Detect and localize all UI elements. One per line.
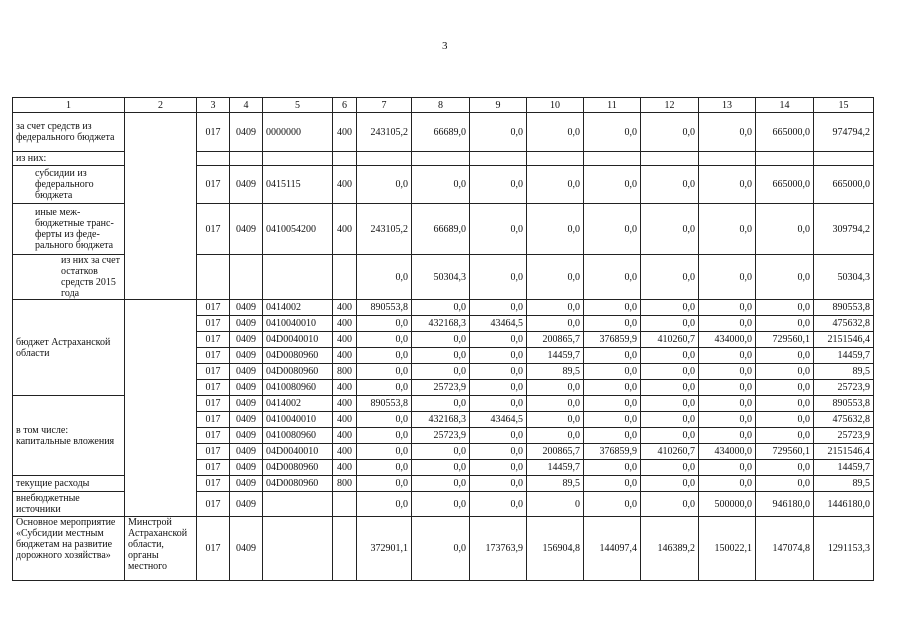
value-cell: 14459,7 <box>527 348 584 364</box>
header-cell: 14 <box>756 98 814 113</box>
value-cell: 665000,0 <box>756 113 814 152</box>
value-cell <box>584 152 641 166</box>
value-cell: 0,0 <box>527 316 584 332</box>
header-cell: 2 <box>125 98 197 113</box>
value-cell: 0,0 <box>357 166 412 204</box>
value-cell: 50304,3 <box>814 255 874 300</box>
code-cell: 400 <box>333 396 357 412</box>
code-cell: 017 <box>197 460 230 476</box>
code-cell: 400 <box>333 380 357 396</box>
value-cell: 309794,2 <box>814 204 874 255</box>
code-cell: 017 <box>197 396 230 412</box>
value-cell: 0,0 <box>756 204 814 255</box>
value-cell: 0,0 <box>470 492 527 517</box>
value-cell: 0,0 <box>412 476 470 492</box>
table-row <box>13 517 874 581</box>
value-cell: 0,0 <box>641 396 699 412</box>
value-cell: 0,0 <box>357 316 412 332</box>
value-cell: 0,0 <box>699 348 756 364</box>
code-cell: 0410040010 <box>263 412 333 428</box>
value-cell: 0 <box>527 492 584 517</box>
value-cell: 0,0 <box>357 428 412 444</box>
code-cell: 017 <box>197 316 230 332</box>
value-cell: 0,0 <box>584 204 641 255</box>
value-cell: 0,0 <box>470 364 527 380</box>
value-cell: 0,0 <box>756 364 814 380</box>
code-cell: 0409 <box>230 428 263 444</box>
value-cell: 0,0 <box>357 476 412 492</box>
value-cell: 729560,1 <box>756 444 814 460</box>
code-cell: 017 <box>197 380 230 396</box>
value-cell: 665000,0 <box>756 166 814 204</box>
code-cell: 400 <box>333 332 357 348</box>
code-cell <box>197 255 230 300</box>
code-cell <box>230 255 263 300</box>
value-cell: 0,0 <box>412 348 470 364</box>
header-cell: 7 <box>357 98 412 113</box>
value-cell: 25723,9 <box>412 380 470 396</box>
value-cell: 0,0 <box>412 332 470 348</box>
value-cell: 243105,2 <box>357 113 412 152</box>
header-cell: 3 <box>197 98 230 113</box>
code-cell: 017 <box>197 204 230 255</box>
budget-table <box>12 97 874 581</box>
code-cell: 0409 <box>230 517 263 581</box>
code-cell: 04D0080960 <box>263 460 333 476</box>
value-cell: 890553,8 <box>814 396 874 412</box>
row-label: текущие расходы <box>13 476 125 492</box>
value-cell: 0,0 <box>470 113 527 152</box>
value-cell: 0,0 <box>584 364 641 380</box>
value-cell: 0,0 <box>357 332 412 348</box>
value-cell: 0,0 <box>641 348 699 364</box>
value-cell <box>756 152 814 166</box>
code-cell: 017 <box>197 166 230 204</box>
value-cell: 0,0 <box>584 428 641 444</box>
value-cell: 89,5 <box>814 476 874 492</box>
value-cell: 0,0 <box>527 166 584 204</box>
value-cell: 1446180,0 <box>814 492 874 517</box>
value-cell: 0,0 <box>641 255 699 300</box>
value-cell: 173763,9 <box>470 517 527 581</box>
code-cell: 0409 <box>230 492 263 517</box>
row-label: Основное мероприятие «Субсидии местным бюджетам на развитие дорожного хозяйства» <box>13 517 125 581</box>
value-cell: 146389,2 <box>641 517 699 581</box>
code-cell: 04D0080960 <box>263 476 333 492</box>
row-label: внебюджетные источники <box>13 492 125 517</box>
code-cell: 0409 <box>230 476 263 492</box>
header-cell: 8 <box>412 98 470 113</box>
header-cell: 13 <box>699 98 756 113</box>
value-cell: 974794,2 <box>814 113 874 152</box>
value-cell: 156904,8 <box>527 517 584 581</box>
row-label: за счет средств из федерального бюджета <box>13 113 125 152</box>
value-cell: 0,0 <box>470 444 527 460</box>
value-cell: 0,0 <box>470 332 527 348</box>
value-cell: 0,0 <box>756 316 814 332</box>
value-cell: 200865,7 <box>527 332 584 348</box>
value-cell: 0,0 <box>357 444 412 460</box>
value-cell: 890553,8 <box>357 396 412 412</box>
value-cell: 0,0 <box>756 300 814 316</box>
value-cell: 0,0 <box>357 492 412 517</box>
row-label: субсидии из федерального бюджета <box>13 166 125 204</box>
value-cell: 665000,0 <box>814 166 874 204</box>
value-cell: 0,0 <box>584 476 641 492</box>
header-cell: 10 <box>527 98 584 113</box>
value-cell: 0,0 <box>641 316 699 332</box>
value-cell <box>412 152 470 166</box>
code-cell <box>230 152 263 166</box>
code-cell: 04D0080960 <box>263 348 333 364</box>
code-cell <box>263 152 333 166</box>
value-cell: 0,0 <box>527 412 584 428</box>
value-cell: 25723,9 <box>814 380 874 396</box>
value-cell: 0,0 <box>412 396 470 412</box>
value-cell: 66689,0 <box>412 204 470 255</box>
code-cell: 0409 <box>230 204 263 255</box>
code-cell: 0415115 <box>263 166 333 204</box>
code-cell: 0410054200 <box>263 204 333 255</box>
code-cell <box>263 255 333 300</box>
header-cell: 11 <box>584 98 641 113</box>
value-cell: 376859,9 <box>584 444 641 460</box>
header-cell: 1 <box>13 98 125 113</box>
value-cell: 890553,8 <box>357 300 412 316</box>
header-cell: 4 <box>230 98 263 113</box>
value-cell: 0,0 <box>641 113 699 152</box>
header-cell: 12 <box>641 98 699 113</box>
code-cell <box>333 492 357 517</box>
code-cell: 04D0080960 <box>263 364 333 380</box>
code-cell: 0409 <box>230 300 263 316</box>
code-cell: 800 <box>333 476 357 492</box>
value-cell: 0,0 <box>527 396 584 412</box>
code-cell: 400 <box>333 428 357 444</box>
value-cell: 0,0 <box>699 428 756 444</box>
value-cell: 0,0 <box>584 460 641 476</box>
code-cell: 0409 <box>230 364 263 380</box>
code-cell: 017 <box>197 476 230 492</box>
value-cell: 0,0 <box>584 255 641 300</box>
code-cell: 017 <box>197 492 230 517</box>
group-label: в том числе: капитальные вложения <box>13 396 125 476</box>
value-cell: 434000,0 <box>699 332 756 348</box>
value-cell: 890553,8 <box>814 300 874 316</box>
header-cell: 15 <box>814 98 874 113</box>
value-cell: 147074,8 <box>756 517 814 581</box>
code-cell: 400 <box>333 412 357 428</box>
value-cell: 0,0 <box>527 255 584 300</box>
code-cell: 04D0040010 <box>263 332 333 348</box>
value-cell: 434000,0 <box>699 444 756 460</box>
empty-cell <box>125 113 197 300</box>
value-cell: 432168,3 <box>412 412 470 428</box>
code-cell: 017 <box>197 428 230 444</box>
value-cell: 0,0 <box>699 300 756 316</box>
code-cell: 017 <box>197 113 230 152</box>
value-cell: 0,0 <box>756 412 814 428</box>
value-cell: 0,0 <box>584 396 641 412</box>
value-cell: 14459,7 <box>527 460 584 476</box>
value-cell: 0,0 <box>756 428 814 444</box>
code-cell: 0410080960 <box>263 428 333 444</box>
value-cell: 0,0 <box>412 517 470 581</box>
value-cell: 0,0 <box>584 380 641 396</box>
value-cell: 66689,0 <box>412 113 470 152</box>
code-cell: 017 <box>197 444 230 460</box>
value-cell: 0,0 <box>470 380 527 396</box>
value-cell: 0,0 <box>470 348 527 364</box>
code-cell: 400 <box>333 166 357 204</box>
code-cell: 017 <box>197 517 230 581</box>
code-cell: 0409 <box>230 348 263 364</box>
header-cell: 5 <box>263 98 333 113</box>
value-cell: 0,0 <box>412 364 470 380</box>
value-cell <box>814 152 874 166</box>
empty-cell <box>125 300 197 517</box>
value-cell: 0,0 <box>412 460 470 476</box>
code-cell: 0409 <box>230 316 263 332</box>
value-cell: 0,0 <box>641 476 699 492</box>
row-label: из них: <box>13 152 125 166</box>
value-cell: 372901,1 <box>357 517 412 581</box>
value-cell: 0,0 <box>699 316 756 332</box>
code-cell: 017 <box>197 364 230 380</box>
value-cell: 0,0 <box>756 348 814 364</box>
value-cell: 0,0 <box>470 300 527 316</box>
value-cell: 0,0 <box>412 166 470 204</box>
value-cell: 1291153,3 <box>814 517 874 581</box>
code-cell: 400 <box>333 444 357 460</box>
value-cell: 0,0 <box>584 300 641 316</box>
value-cell: 0,0 <box>641 204 699 255</box>
value-cell: 475632,8 <box>814 412 874 428</box>
code-cell: 0409 <box>230 113 263 152</box>
code-cell: 400 <box>333 204 357 255</box>
value-cell: 0,0 <box>641 492 699 517</box>
value-cell: 0,0 <box>641 460 699 476</box>
code-cell: 0409 <box>230 332 263 348</box>
value-cell: 0,0 <box>699 113 756 152</box>
value-cell: 0,0 <box>699 166 756 204</box>
value-cell: 0,0 <box>756 255 814 300</box>
value-cell: 475632,8 <box>814 316 874 332</box>
value-cell: 0,0 <box>527 428 584 444</box>
value-cell: 0,0 <box>527 380 584 396</box>
value-cell: 0,0 <box>756 460 814 476</box>
value-cell: 150022,1 <box>699 517 756 581</box>
value-cell: 729560,1 <box>756 332 814 348</box>
value-cell: 432168,3 <box>412 316 470 332</box>
code-cell: 0409 <box>230 444 263 460</box>
code-cell <box>333 152 357 166</box>
group-label: бюджет Астраханской области <box>13 300 125 396</box>
value-cell: 14459,7 <box>814 348 874 364</box>
value-cell: 0,0 <box>641 428 699 444</box>
value-cell: 0,0 <box>527 300 584 316</box>
value-cell: 946180,0 <box>756 492 814 517</box>
value-cell: 0,0 <box>584 316 641 332</box>
value-cell: 0,0 <box>357 255 412 300</box>
value-cell: 0,0 <box>527 204 584 255</box>
value-cell: 0,0 <box>699 204 756 255</box>
code-cell: 0409 <box>230 396 263 412</box>
code-cell: 400 <box>333 113 357 152</box>
value-cell: 0,0 <box>470 204 527 255</box>
value-cell: 376859,9 <box>584 332 641 348</box>
code-cell: 800 <box>333 364 357 380</box>
value-cell: 89,5 <box>814 364 874 380</box>
value-cell: 0,0 <box>756 476 814 492</box>
value-cell: 0,0 <box>699 380 756 396</box>
value-cell: 0,0 <box>357 412 412 428</box>
value-cell: 0,0 <box>699 255 756 300</box>
value-cell: 0,0 <box>584 412 641 428</box>
code-cell <box>263 517 333 581</box>
value-cell: 0,0 <box>584 113 641 152</box>
code-cell: 400 <box>333 316 357 332</box>
value-cell: 200865,7 <box>527 444 584 460</box>
code-cell <box>197 152 230 166</box>
value-cell: 0,0 <box>470 460 527 476</box>
value-cell: 0,0 <box>584 166 641 204</box>
value-cell: 2151546,4 <box>814 444 874 460</box>
page-number: 3 <box>442 40 448 52</box>
code-cell: 0409 <box>230 380 263 396</box>
value-cell: 0,0 <box>756 380 814 396</box>
value-cell: 0,0 <box>699 412 756 428</box>
code-cell: 04D0040010 <box>263 444 333 460</box>
value-cell: 0,0 <box>470 476 527 492</box>
value-cell: 50304,3 <box>412 255 470 300</box>
value-cell: 0,0 <box>470 166 527 204</box>
value-cell: 0,0 <box>641 412 699 428</box>
code-cell: 017 <box>197 332 230 348</box>
value-cell: 0,0 <box>641 364 699 380</box>
value-cell: 89,5 <box>527 364 584 380</box>
header-cell: 9 <box>470 98 527 113</box>
code-cell <box>263 492 333 517</box>
value-cell: 0,0 <box>699 476 756 492</box>
row-label: Минстрой Астраханской области, органы местного <box>125 517 197 581</box>
value-cell: 0,0 <box>412 300 470 316</box>
code-cell: 017 <box>197 348 230 364</box>
value-cell: 0,0 <box>584 348 641 364</box>
value-cell: 410260,7 <box>641 444 699 460</box>
value-cell: 0,0 <box>357 364 412 380</box>
value-cell: 43464,5 <box>470 412 527 428</box>
value-cell: 2151546,4 <box>814 332 874 348</box>
code-cell: 0409 <box>230 412 263 428</box>
value-cell: 410260,7 <box>641 332 699 348</box>
code-cell: 0410040010 <box>263 316 333 332</box>
value-cell: 144097,4 <box>584 517 641 581</box>
value-cell: 89,5 <box>527 476 584 492</box>
value-cell: 243105,2 <box>357 204 412 255</box>
value-cell: 0,0 <box>641 300 699 316</box>
value-cell: 0,0 <box>357 348 412 364</box>
value-cell <box>527 152 584 166</box>
header-cell: 6 <box>333 98 357 113</box>
row-label: иные меж-бюджетные транс-ферты из феде-рального бюджета <box>13 204 125 255</box>
value-cell: 0,0 <box>699 460 756 476</box>
value-cell: 0,0 <box>641 380 699 396</box>
code-cell: 0409 <box>230 166 263 204</box>
value-cell: 0,0 <box>699 364 756 380</box>
value-cell: 0,0 <box>412 492 470 517</box>
value-cell: 0,0 <box>412 444 470 460</box>
value-cell: 0,0 <box>357 380 412 396</box>
code-cell <box>333 255 357 300</box>
value-cell <box>357 152 412 166</box>
code-cell <box>333 517 357 581</box>
value-cell: 0,0 <box>357 460 412 476</box>
value-cell: 0,0 <box>584 492 641 517</box>
value-cell <box>470 152 527 166</box>
value-cell: 0,0 <box>527 113 584 152</box>
value-cell: 500000,0 <box>699 492 756 517</box>
value-cell: 0,0 <box>470 255 527 300</box>
table-row <box>13 300 874 316</box>
code-cell: 017 <box>197 412 230 428</box>
value-cell: 0,0 <box>699 396 756 412</box>
value-cell <box>699 152 756 166</box>
value-cell: 14459,7 <box>814 460 874 476</box>
code-cell: 017 <box>197 300 230 316</box>
value-cell <box>641 152 699 166</box>
code-cell: 0000000 <box>263 113 333 152</box>
value-cell: 0,0 <box>756 396 814 412</box>
row-label: из них за счет остатков средств 2015 года <box>13 255 125 300</box>
code-cell: 400 <box>333 460 357 476</box>
code-cell: 0414002 <box>263 396 333 412</box>
table-row <box>13 113 874 152</box>
code-cell: 0414002 <box>263 300 333 316</box>
value-cell: 0,0 <box>641 166 699 204</box>
value-cell: 25723,9 <box>814 428 874 444</box>
value-cell: 0,0 <box>470 396 527 412</box>
code-cell: 0410080960 <box>263 380 333 396</box>
code-cell: 0409 <box>230 460 263 476</box>
value-cell: 25723,9 <box>412 428 470 444</box>
header-row <box>13 98 874 113</box>
value-cell: 0,0 <box>470 428 527 444</box>
value-cell: 43464,5 <box>470 316 527 332</box>
code-cell: 400 <box>333 300 357 316</box>
code-cell: 400 <box>333 348 357 364</box>
